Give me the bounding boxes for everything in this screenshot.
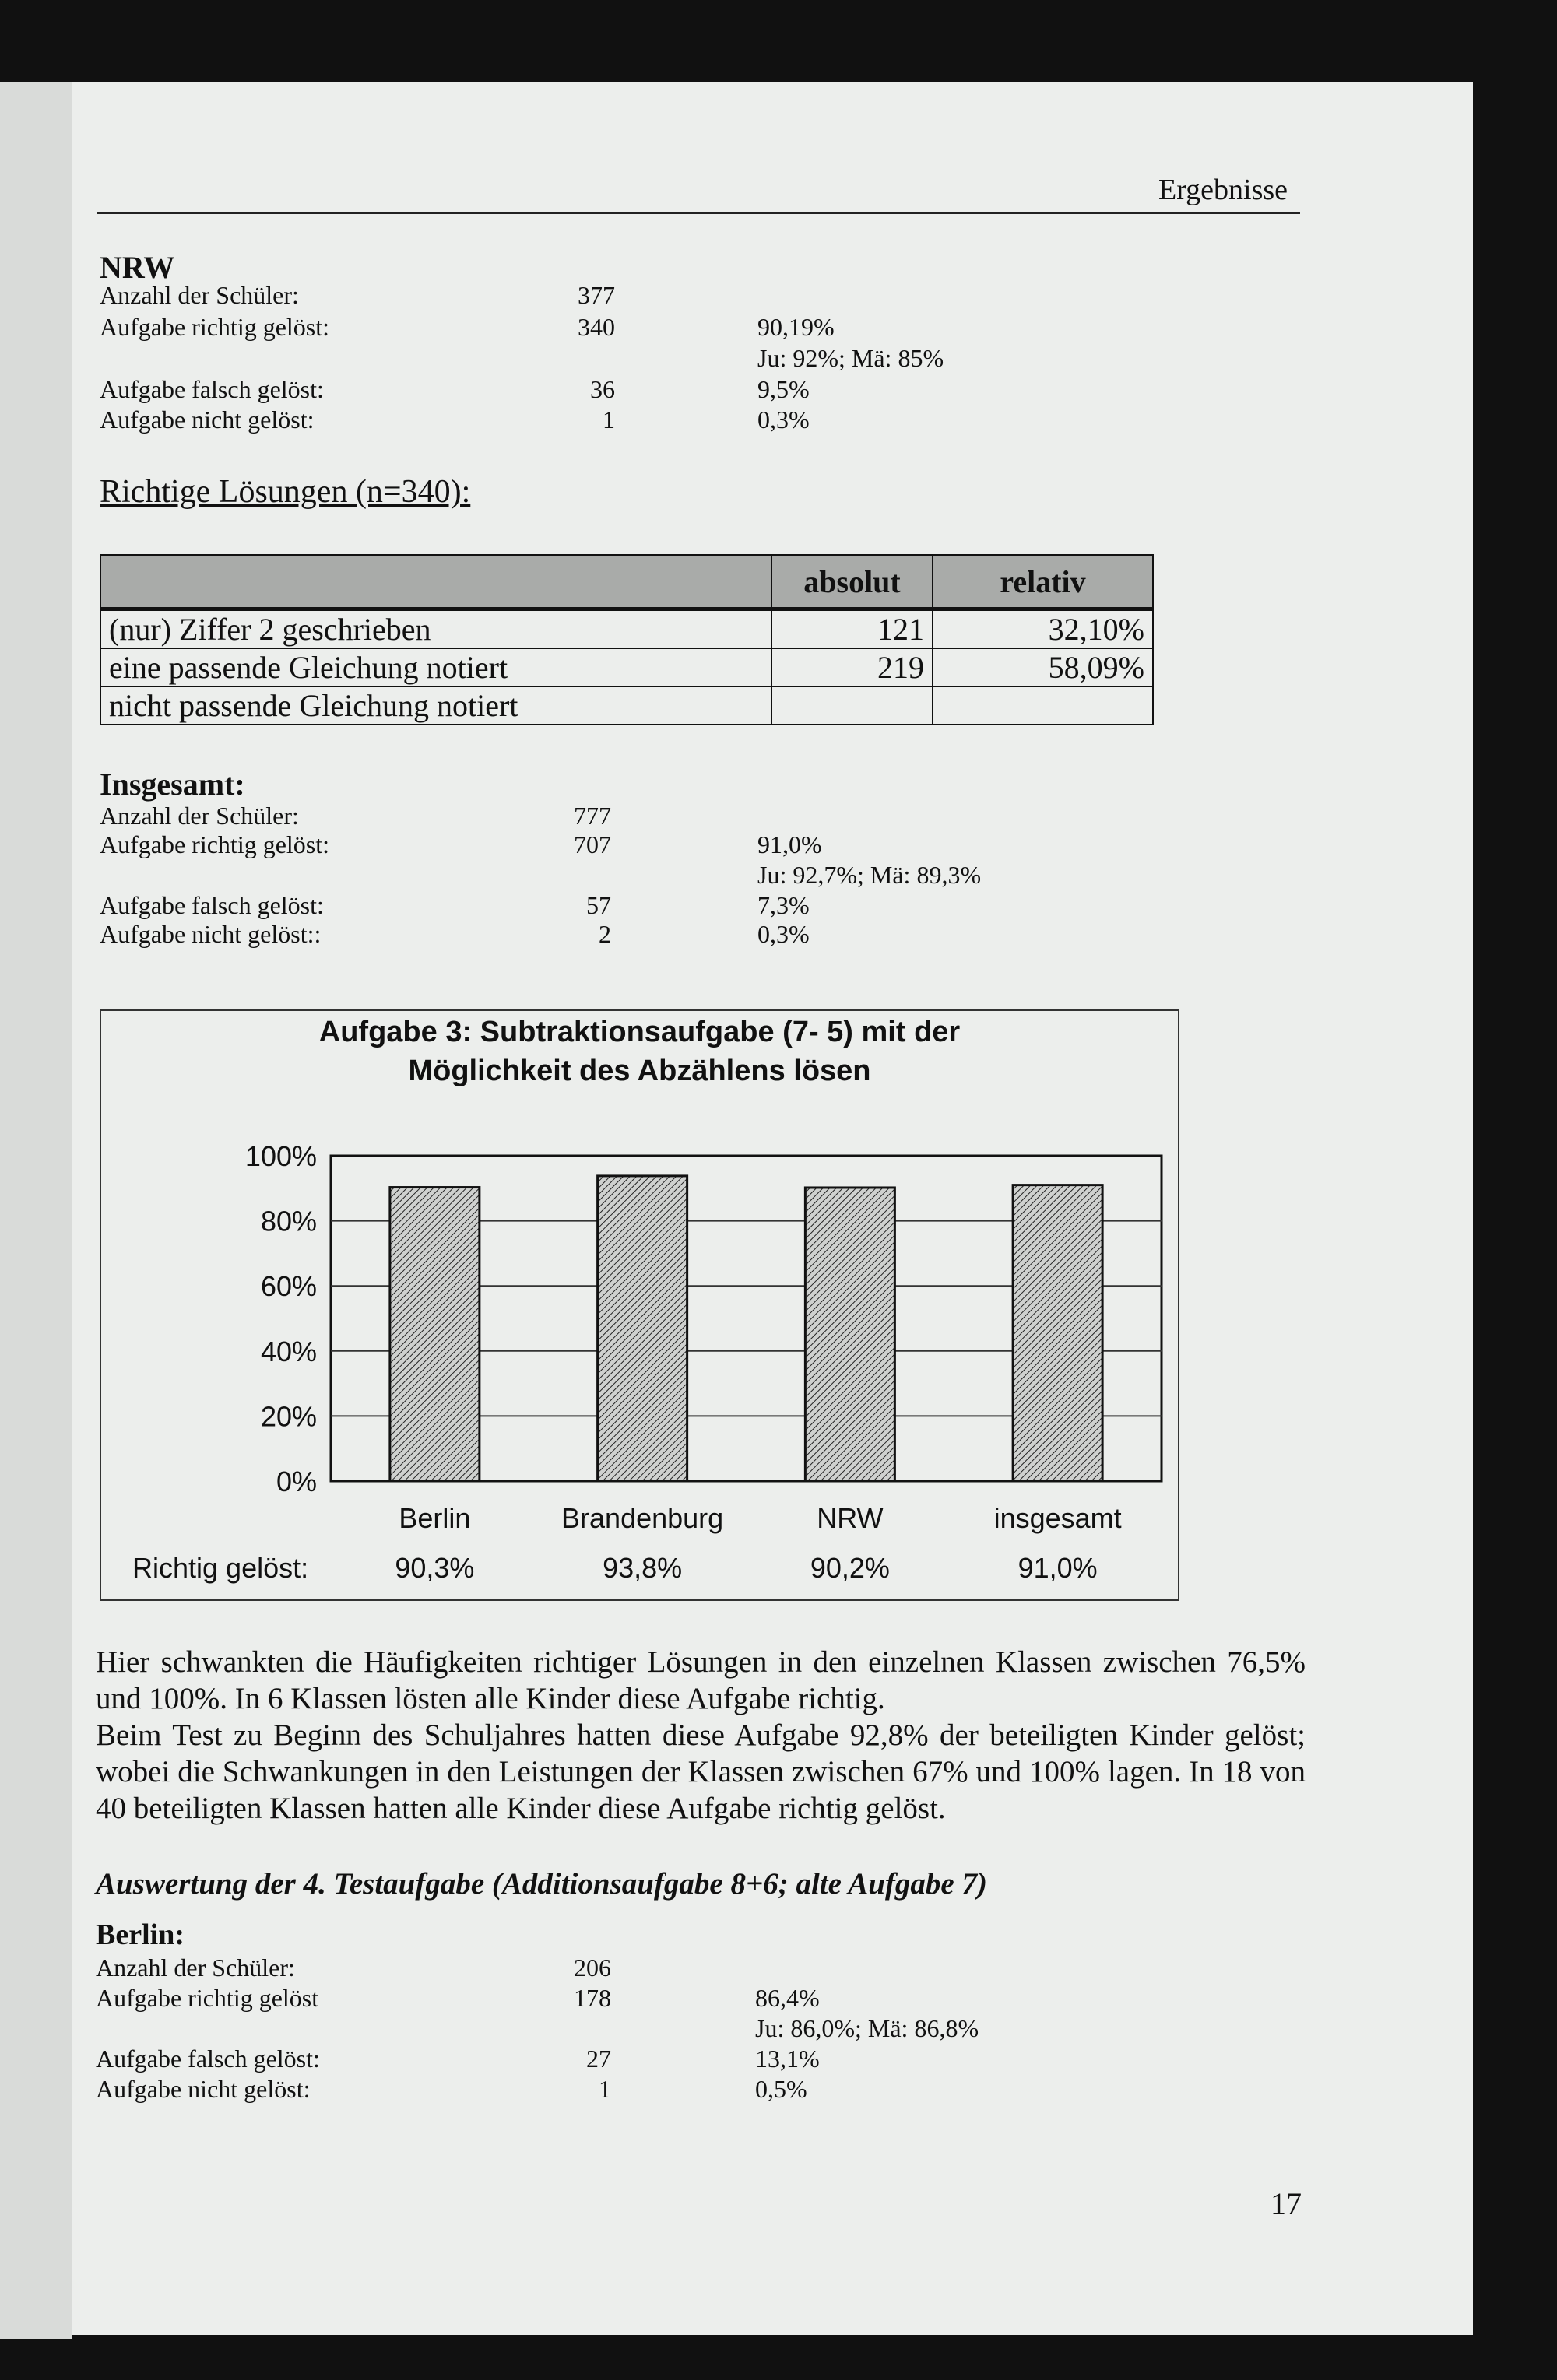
table-cell (771, 686, 933, 725)
table-row (100, 648, 1153, 686)
body-paragraph (96, 1644, 1306, 1827)
stat-label: Aufgabe falsch gelöst: (96, 2045, 320, 2073)
stat-label: Aufgabe nicht gelöst: (96, 2075, 311, 2103)
stat-label: Anzahl der Schüler: (100, 281, 299, 309)
y-tick-label: 20% (260, 1400, 317, 1433)
y-tick-label: 40% (260, 1335, 317, 1367)
data-label: 90,3% (395, 1552, 475, 1584)
stat-percent: 0,5% (755, 2075, 807, 2103)
stat-label: Anzahl der Schüler: (96, 1953, 295, 1982)
y-tick-label: 100% (244, 1140, 317, 1172)
y-tick-label: 60% (260, 1270, 317, 1303)
page-number: 17 (1271, 2186, 1302, 2221)
stat-label: Anzahl der Schüler: (100, 802, 299, 830)
stat-value: 377 (578, 281, 615, 309)
stat-value: 707 (574, 830, 611, 858)
stat-value: 206 (574, 1953, 611, 1982)
table-header: relativ (933, 555, 1153, 609)
total-title: Insgesamt: (100, 767, 245, 802)
solutions-table (100, 554, 1154, 725)
stat-label: Aufgabe richtig gelöst: (100, 830, 330, 858)
nrw-title: NRW (100, 250, 175, 285)
x-tick-label: Berlin (399, 1502, 471, 1534)
data-label: 91,0% (1017, 1552, 1098, 1584)
stat-percent: 13,1% (755, 2045, 820, 2073)
stat-value: 27 (586, 2045, 611, 2073)
chart-title-line2: Möglichkeit des Abzählens lösen (408, 1055, 871, 1087)
stat-percent: 0,3% (757, 405, 810, 434)
stat-percent: Ju: 92,7%; Mä: 89,3% (757, 861, 982, 889)
stat-value: 57 (586, 891, 611, 919)
stat-value: 36 (590, 375, 615, 403)
table-cell: 58,09% (933, 648, 1153, 686)
stat-value: 2 (599, 920, 611, 948)
stat-value: 1 (599, 2075, 611, 2103)
stat-percent: 90,19% (757, 313, 835, 341)
stat-value: 178 (574, 1984, 611, 2012)
bar-insgesamt (1013, 1185, 1102, 1481)
solutions-heading: Richtige Lösungen (n=340): (100, 474, 471, 510)
table-cell: nicht passende Gleichung notiert (100, 686, 771, 725)
section-heading: Auswertung der 4. Testaufgabe (Additionsaufgabe 8+6; alte Aufgabe 7) (96, 1867, 987, 1901)
x-tick-label: insgesamt (993, 1502, 1122, 1534)
x-tick-label: Brandenburg (561, 1502, 724, 1534)
stat-percent: 86,4% (755, 1984, 820, 2012)
data-label: 93,8% (603, 1552, 683, 1584)
berlin-title: Berlin: (96, 1918, 185, 1951)
paragraph-line: Beim Test zu Beginn des Schuljahres hatten diese Aufgabe 92,8% der beteiligten Kinder gelöst; wobei die Schwankungen in den Leistungen der Klassen zwischen 67% und 100% lagen. In 18 von 40 beteiligten Klassen hatten alle Kinder diese Aufgabe richtig gelöst. (96, 1718, 1306, 1825)
table-header: absolut (771, 555, 933, 609)
chart-plot (101, 1011, 1178, 1599)
table-cell: 219 (771, 648, 933, 686)
table-header-row (100, 555, 1153, 609)
table-header (100, 555, 771, 609)
stat-percent: 9,5% (757, 375, 810, 403)
header-rule (97, 212, 1300, 214)
y-tick-label: 80% (260, 1205, 317, 1237)
stat-value: 777 (574, 802, 611, 830)
chart-title: Aufgabe 3: Subtraktionsaufgabe (7- 5) mit der (318, 1016, 961, 1048)
stat-label: Aufgabe falsch gelöst: (100, 891, 324, 919)
stat-label: Aufgabe nicht gelöst: (100, 405, 315, 434)
scan-left-edge (0, 82, 72, 2339)
stat-percent: Ju: 86,0%; Mä: 86,8% (755, 2014, 979, 2042)
stat-label: Aufgabe richtig gelöst: (100, 313, 330, 341)
bar-nrw (805, 1188, 894, 1481)
stat-percent: 91,0% (757, 830, 822, 858)
running-header: Ergebnisse (1158, 174, 1288, 206)
table-cell: 121 (771, 609, 933, 649)
stat-label: Aufgabe richtig gelöst (96, 1984, 319, 2012)
stat-percent: Ju: 92%; Mä: 85% (757, 344, 944, 372)
bar-chart (100, 1009, 1179, 1601)
stat-value: 1 (603, 405, 615, 434)
table-cell: (nur) Ziffer 2 geschrieben (100, 609, 771, 649)
stat-value: 340 (578, 313, 615, 341)
table-row (100, 686, 1153, 725)
stat-percent: 0,3% (757, 920, 810, 948)
stat-label: Aufgabe nicht gelöst:: (100, 920, 322, 948)
data-label: 90,2% (810, 1552, 890, 1584)
stat-label: Aufgabe falsch gelöst: (100, 375, 324, 403)
paragraph-line: Hier schwankten die Häufigkeiten richtiger Lösungen in den einzelnen Klassen zwischen 76,5% und 100%. In 6 Klassen lösten alle Kinder diese Aufgabe richtig. (96, 1645, 1306, 1715)
stat-percent: 7,3% (757, 891, 810, 919)
x-tick-label: NRW (817, 1502, 884, 1534)
bar-berlin (390, 1188, 480, 1481)
bar-brandenburg (598, 1176, 687, 1481)
table-cell: eine passende Gleichung notiert (100, 648, 771, 686)
table-cell: 32,10% (933, 609, 1153, 649)
y-tick-label: 0% (276, 1466, 317, 1497)
value-row-label: Richtig gelöst: (132, 1552, 309, 1584)
table-row (100, 609, 1153, 649)
table-cell (933, 686, 1153, 725)
